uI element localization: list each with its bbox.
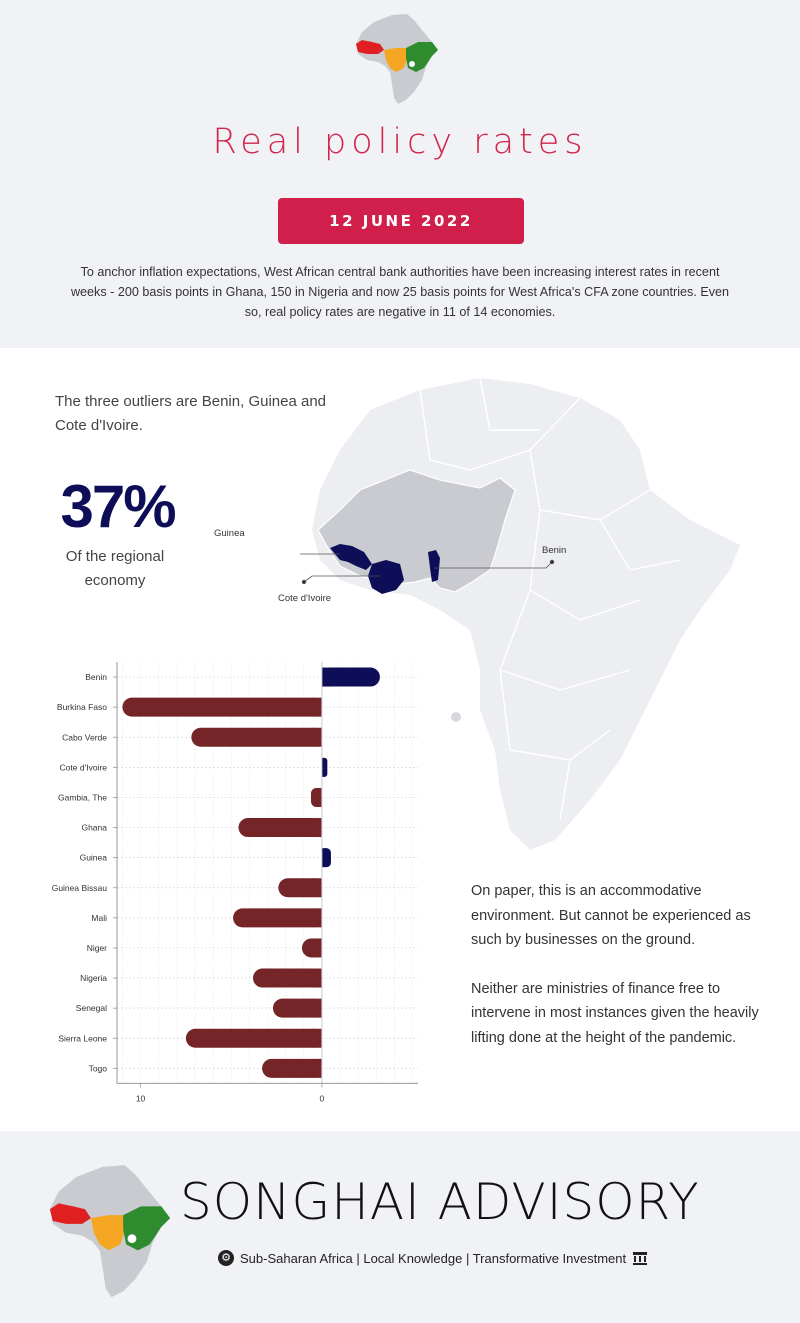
bar-base (312, 818, 322, 837)
map-label-cote-divoire: Cote d'Ivoire (278, 593, 332, 604)
category-label: Guinea (79, 852, 107, 863)
category-label: Guinea Bissau (51, 882, 107, 893)
regional-share-value: 37% (60, 473, 175, 540)
regional-share-caption: Of the regional economy (65, 548, 165, 589)
map-label-guinea: Guinea (214, 528, 245, 539)
bar-base (312, 728, 322, 747)
bar-ghana (238, 818, 321, 837)
outliers-text: The three outliers are Benin, Guinea and Cote d'Ivoire. (55, 393, 327, 434)
category-label: Benin (85, 672, 107, 683)
category-label: Togo (88, 1063, 107, 1074)
category-label: Nigeria (80, 973, 107, 984)
bar-nigeria (253, 969, 322, 988)
x-tick-label: 10 (135, 1093, 146, 1104)
bar-sierra-leone (186, 1029, 322, 1048)
building-icon (632, 1250, 648, 1266)
bar-base (316, 788, 321, 807)
category-label: Cabo Verde (62, 732, 107, 743)
bar-base (322, 668, 332, 687)
bar-mali (233, 908, 322, 927)
bar-base (312, 938, 322, 957)
header-section (0, 0, 800, 348)
bar-cabo-verde (191, 728, 322, 747)
commentary (471, 879, 771, 1074)
bar-base (312, 908, 322, 927)
category-label: Gambia, The (58, 792, 107, 803)
category-label: Mali (91, 912, 107, 923)
bar-base (312, 999, 322, 1018)
bar-base (312, 698, 322, 717)
category-label: Ghana (81, 822, 107, 833)
category-label: Senegal (75, 1003, 107, 1014)
brand-name: SONGHAI ADVISORY (180, 1173, 700, 1231)
bar-base (312, 1059, 322, 1078)
category-label: Burkina Faso (56, 702, 107, 713)
bar-base (322, 848, 327, 867)
category-label: Cote d'Ivoire (59, 762, 107, 773)
category-label: Sierra Leone (58, 1033, 107, 1044)
tagline (218, 1250, 688, 1266)
page-title: Real policy rates (212, 122, 588, 162)
date-badge: 12 JUNE 2022 (278, 198, 524, 244)
bar-base (312, 969, 322, 988)
songhai-logo-icon (44, 1161, 176, 1303)
intro-paragraph: To anchor inflation expectations, West African central bank authorities have been increasing interest rates in recent weeks - 200 basis points in Ghana, 150 in Nigeria and now 25 basis points for West Africa's CFA zone countries. Even so, real policy rates are negative in 11 of 14 economies. (70, 265, 730, 319)
bar-base (312, 1029, 322, 1048)
footer-section (0, 1131, 800, 1323)
africa-logo-icon (352, 12, 442, 107)
map-label-benin: Benin (542, 545, 567, 556)
commentary-paragraph-1: On paper, this is an accommodative environment. But cannot be experienced as such by businesses on the ground. (471, 883, 751, 948)
x-tick-label: 0 (319, 1093, 325, 1104)
real-policy-rate-chart (0, 655, 440, 1115)
commentary-paragraph-2: Neither are ministries of finance free to intervene in most instances given the heavily lifting done at the height of the pandemic. (471, 980, 759, 1046)
category-label: Niger (86, 942, 107, 953)
bar-base (312, 878, 322, 897)
bar-burkina-faso (122, 698, 321, 717)
globe-icon: ⚙ (218, 1250, 234, 1266)
tagline-text: Sub-Saharan Africa | Local Knowledge | Transformative Investment (240, 1250, 627, 1266)
